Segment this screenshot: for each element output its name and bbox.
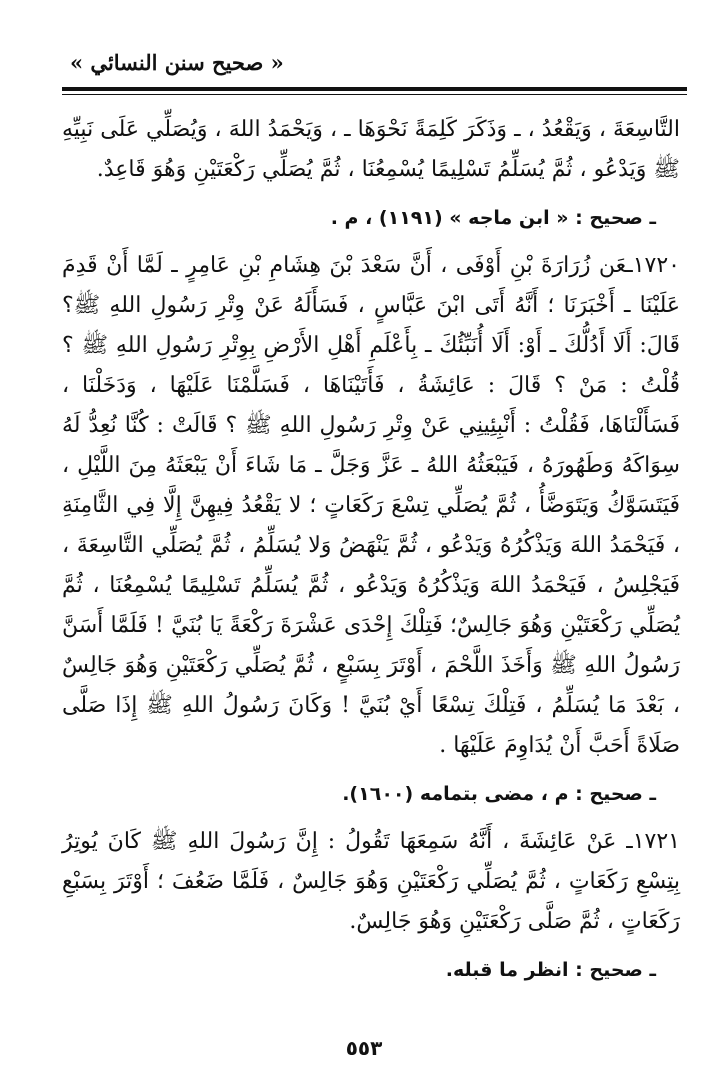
- running-head-title: « صحيح سنن النسائي »: [70, 50, 284, 75]
- hadith-1720: ١٧٢٠ـعَن زُرَارَةَ بْنِ أَوْفَى ، أَنَّ سَعْدَ بْنَ هِشَامِ بْنِ عَامِرٍ ـ لَمَّا أَنْ قَدِمَ عَلَيْنَا ـ أَخْبَرَنَا ؛ أَنَّهُ أَتَى ابْنَ عَبَّاسٍ ، فَسَأَلَهُ عَنْ وِتْرِ رَسُولِ اللهِ ﷺ؟ قَالَ: أَلَا أَدُلُّكَ ـ أَوْ: أَلَا أُنَبِّئُكَ ـ بِأَعْلَمِ أَهْلِ الأَرْضِ بِوِتْرِ رَسُولِ اللهِ ﷺ ؟ قُلْتُ : مَنْ ؟ قَالَ : عَائِشَةُ ، فَأَتَيْنَاهَا ، فَسَلَّمْنَا عَلَيْهَا ، وَدَخَلْنَا ، فَسَأَلْنَاهَا، فَقُلْتُ : أَنْبِئِينِي عَنْ وِتْرِ رَسُولِ اللهِ ﷺ ؟ قَالَتْ : كُنَّا نُعِدُّ لَهُ سِوَاكَهُ وَطَهُورَهُ ، فَيَبْعَثُهُ اللهُ ـ عَزَّ وَجَلَّ ـ مَا شَاءَ أَنْ يَبْعَثَهُ مِنَ اللَّيْلِ ، فَيَتَسَوَّكُ وَيَتَوَضَّأُ ، ثُمَّ يُصَلِّي تِسْعَ رَكَعَاتٍ ؛ لا يَقْعُدُ فِيهِنَّ إِلَّا فِي الثَّامِنَةِ ، فَيَحْمَدُ اللهَ وَيَذْكُرُهُ وَيَدْعُو ، ثُمَّ يَنْهَضُ وَلا يُسَلِّمُ ، ثُمَّ يُصَلِّي التَّاسِعَةَ ، فَيَجْلِسُ ، فَيَحْمَدُ اللهَ وَيَذْكُرُهُ وَيَدْعُو ، ثُمَّ يُسَلِّمُ تَسْلِيمًا يُسْمِعُنَا ، ثُمَّ يُصَلِّي رَكْعَتَيْنِ وَهُوَ جَالِسٌ؛ فَتِلْكَ إِحْدَى عَشْرَةَ رَكْعَةً يَا بُنَيَّ ! فَلَمَّا أَسَنَّ رَسُولُ اللهِ ﷺ وَأَخَذَ اللَّحْمَ ، أَوْتَرَ بِسَبْعٍ ، ثُمَّ يُصَلِّي رَكْعَتَيْنِ وَهُوَ جَالِسٌ ، بَعْدَ مَا يُسَلِّمُ ، فَتِلْكَ تِسْعًا أَيْ بُنَيَّ ! وَكَانَ رَسُولُ اللهِ ﷺ إِذَا صَلَّى صَلَاةً أَحَبَّ أَنْ يُدَاوِمَ عَلَيْهَا .: [62, 253, 680, 758]
- header-rule-thick: [62, 87, 687, 91]
- header-rule-thin: [62, 94, 687, 95]
- grade-line: ـ صحيح : « ابن ماجه » (١١٩١) ، م .: [330, 207, 656, 229]
- hadith-1721: ١٧٢١ـ عَنْ عَائِشَةَ ، أَنَّهُ سَمِعَهَا تَقُولُ : إِنَّ رَسُولَ اللهِ ﷺ كَانَ يُوتِرُ بِتِسْعِ رَكَعَاتٍ ، ثُمَّ يُصَلِّي رَكْعَتَيْنِ وَهُوَ جَالِسٌ ، فَلَمَّا ضَعُفَ ؛ أَوْتَرَ بِسَبْعِ رَكَعَاتٍ ، ثُمَّ صَلَّى رَكْعَتَيْنِ وَهُوَ جَالِسٌ.: [62, 829, 680, 934]
- grade-line: ـ صحيح : م ، مضى بتمامه (١٦٠٠).: [342, 783, 656, 805]
- page-body: [62, 110, 680, 996]
- page-number: ٥٥٣: [345, 1036, 383, 1060]
- grade-line: ـ صحيح : انظر ما قبله.: [445, 959, 656, 981]
- continuation-paragraph: التَّاسِعَةَ ، وَيَقْعُدُ ، ـ وَذَكَرَ كَلِمَةً نَحْوَهَا ـ ، وَيَحْمَدُ اللهَ ، وَيُصَلِّي عَلَى نَبِيِّهِ ﷺ وَيَدْعُو ، ثُمَّ يُسَلِّمُ تَسْلِيمًا يُسْمِعُنَا ، ثُمَّ يُصَلِّي رَكْعَتَيْنِ وَهُوَ قَاعِدٌ.: [62, 117, 680, 182]
